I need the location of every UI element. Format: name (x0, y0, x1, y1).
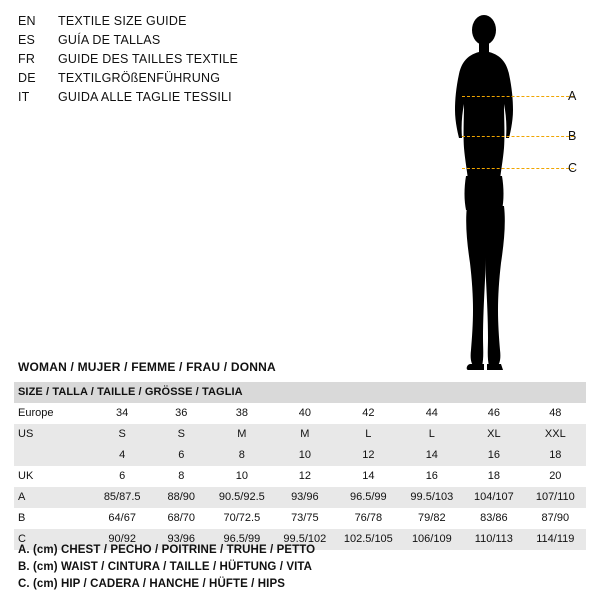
measure-label-a: A (568, 89, 577, 103)
cell: 68/70 (152, 508, 210, 529)
cell: 64/67 (92, 508, 153, 529)
cell: 18 (463, 466, 525, 487)
cell: 107/110 (525, 487, 586, 508)
language-row (18, 14, 438, 33)
cell: 38 (210, 403, 273, 424)
cell: 8 (152, 466, 210, 487)
table-row (14, 466, 586, 487)
cell: XXL (525, 424, 586, 445)
note-hip: C. (cm) HIP / CADERA / HANCHE / HÜFTE / HIPS (18, 578, 286, 590)
cell: M (274, 424, 337, 445)
cell: 110/113 (463, 529, 525, 550)
row-label: Europe (14, 403, 92, 424)
cell: 16 (401, 466, 464, 487)
row-label: UK (14, 466, 92, 487)
note-waist: B. (cm) WAIST / CINTURA / TAILLE / HÜFTUNG / VITA (18, 561, 313, 573)
cell: 79/82 (401, 508, 464, 529)
cell: 83/86 (463, 508, 525, 529)
cell: 12 (336, 445, 400, 466)
cell: 90/92 (92, 529, 153, 550)
row-label: C (14, 529, 92, 550)
cell: 93/96 (152, 529, 210, 550)
cell: L (336, 424, 400, 445)
cell: 73/75 (274, 508, 337, 529)
cell: 4 (92, 445, 153, 466)
table-row (14, 487, 586, 508)
measure-label-c: C (568, 161, 578, 175)
cell: 34 (92, 403, 153, 424)
language-row (18, 90, 438, 109)
measure-label-b: B (568, 129, 577, 143)
cell: L (401, 424, 464, 445)
language-title: GUIDA ALLE TAGLIE TESSILI (58, 90, 232, 104)
language-title-list (18, 14, 438, 109)
cell: 16 (463, 445, 525, 466)
cell: 104/107 (463, 487, 525, 508)
cell: 6 (92, 466, 153, 487)
cell: 18 (525, 445, 586, 466)
cell: S (92, 424, 153, 445)
language-row (18, 33, 438, 52)
cell: 88/90 (152, 487, 210, 508)
cell: 36 (152, 403, 210, 424)
cell: 44 (401, 403, 464, 424)
cell: 76/78 (336, 508, 400, 529)
language-title: TEXTILE SIZE GUIDE (58, 14, 187, 28)
cell: 70/72.5 (210, 508, 273, 529)
cell: 14 (336, 466, 400, 487)
cell: 90.5/92.5 (210, 487, 273, 508)
table-header-row (14, 382, 586, 403)
cell: 20 (525, 466, 586, 487)
cell: 96.5/99 (336, 487, 400, 508)
cell: 96.5/99 (210, 529, 273, 550)
row-label: US (14, 424, 92, 445)
cell: 12 (274, 466, 337, 487)
cell: 10 (274, 445, 337, 466)
row-label (14, 445, 92, 466)
language-title: GUIDE DES TAILLES TEXTILE (58, 52, 239, 66)
cell: 48 (525, 403, 586, 424)
cell: 114/119 (525, 529, 586, 550)
language-code: IT (18, 90, 30, 104)
cell: 106/109 (401, 529, 464, 550)
language-row (18, 71, 438, 90)
table-header-label: SIZE / TALLA / TAILLE / GRÖSSE / TAGLIA (18, 386, 243, 398)
table-row (14, 508, 586, 529)
table-row (14, 424, 586, 445)
cell: 99.5/102 (274, 529, 337, 550)
cell: 87/90 (525, 508, 586, 529)
female-body-figure (440, 8, 590, 368)
language-title: TEXTILGRÖßENFÜHRUNG (58, 71, 221, 85)
cell: 40 (274, 403, 337, 424)
female-silhouette-icon (440, 8, 590, 373)
cell: 85/87.5 (92, 487, 153, 508)
language-code: ES (18, 33, 36, 47)
cell: 99.5/103 (401, 487, 464, 508)
cell: M (210, 424, 273, 445)
cell: 8 (210, 445, 273, 466)
section-title-woman: WOMAN / MUJER / FEMME / FRAU / DONNA (18, 360, 276, 374)
row-label: A (14, 487, 92, 508)
row-label: B (14, 508, 92, 529)
cell: 42 (336, 403, 400, 424)
cell: XL (463, 424, 525, 445)
language-code: DE (18, 71, 36, 85)
cell: 93/96 (274, 487, 337, 508)
cell: 10 (210, 466, 273, 487)
table-row (14, 403, 586, 424)
hip-measure-line (462, 168, 574, 169)
cell: 14 (401, 445, 464, 466)
table-row (14, 445, 586, 466)
cell: 102.5/105 (336, 529, 400, 550)
language-title: GUÍA DE TALLAS (58, 33, 161, 47)
language-code: FR (18, 52, 36, 66)
note-chest: A. (cm) CHEST / PECHO / POITRINE / TRUHE / PETTO (18, 544, 316, 556)
cell: 46 (463, 403, 525, 424)
measurement-notes (18, 542, 578, 593)
language-code: EN (18, 14, 36, 28)
language-row (18, 52, 438, 71)
chest-measure-line (462, 96, 574, 97)
size-table (14, 382, 586, 550)
cell: S (152, 424, 210, 445)
cell: 6 (152, 445, 210, 466)
waist-measure-line (462, 136, 574, 137)
